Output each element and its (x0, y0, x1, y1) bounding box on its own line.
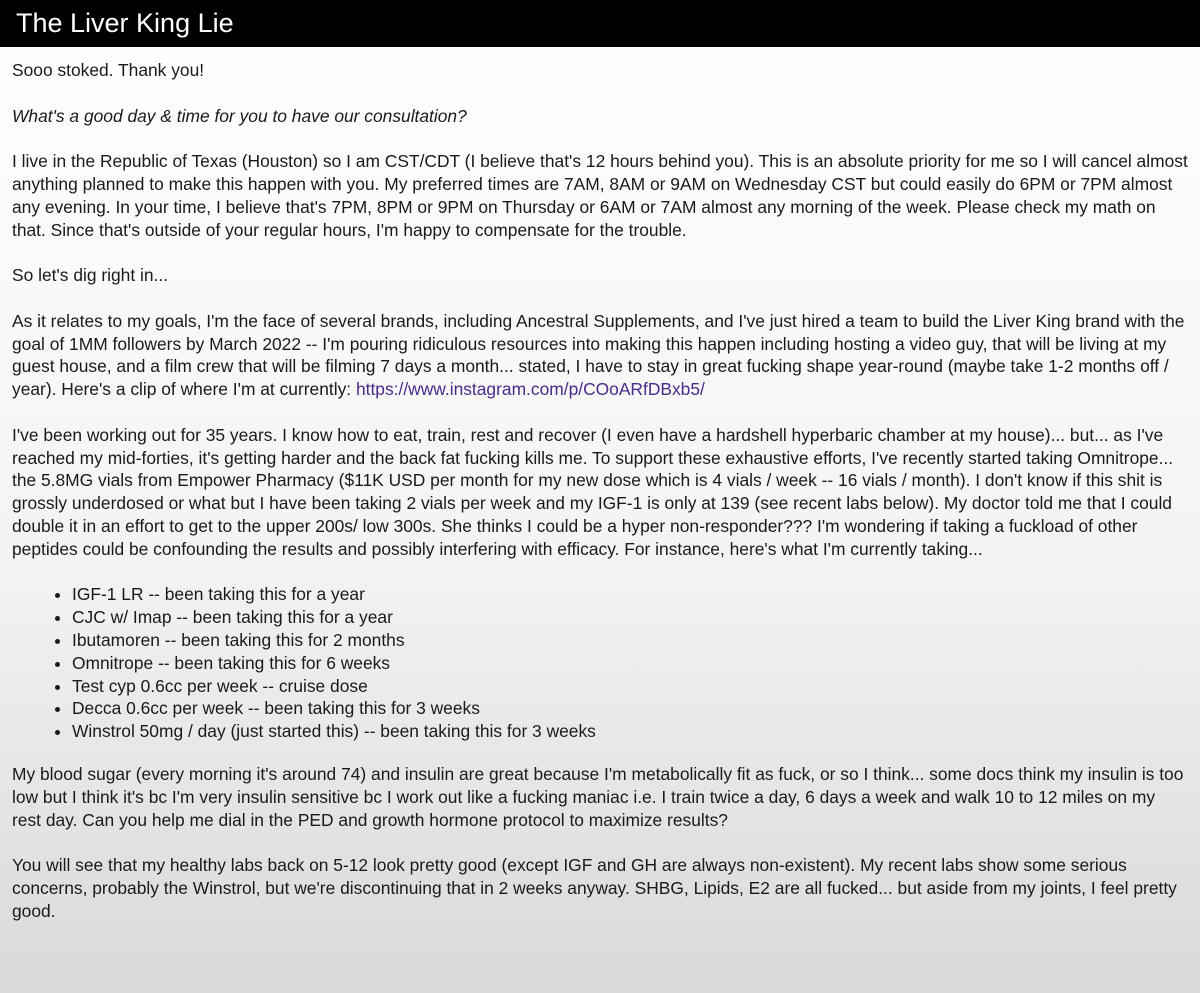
medication-item: • IGF-1 LR -- been taking this for a year (72, 583, 1188, 606)
consultation-question: What's a good day & time for you to have our consultation? (12, 105, 467, 126)
email-body (0, 47, 1200, 922)
title-bar (0, 0, 1200, 47)
medication-item: • Test cyp 0.6cc per week -- cruise dose (72, 675, 1188, 698)
goals-text: As it relates to my goals, I'm the face of several brands, including Ancestral Supplements, and I've just hired a team to build the Liver King brand with the goal of 1MM followers by March 2022 -- I'm pouring ridiculous resources into making this happen including hosting a video guy, that will be living at my guest house, and a film crew that will be filming 7 days a month... stated, I have to stay in great fucking shape year-round (maybe take 1-2 months off / year). Here's a clip of where I'm at currently: (12, 310, 1185, 400)
history-paragraph: I've been working out for 35 years. I know how to eat, train, rest and recover (I even have a hardshell hyperbaric chamber at my house)... but... as I've reached my mid-forties, it's getting harder and the back fat fucking kills me. To support these exhaustive efforts, I've recently started taking Omnitrope... the 5.8MG vials from Empower Pharmacy ($11K USD per month for my new dose which is 4 vials / week -- 16 vials / month). I don't know if this shit is grossly underdosed or what but I have been taking 2 vials per week and my IGF-1 is only at 139 (see recent labs below). My doctor told me that I could double it in an effort to get to the upper 200s/ low 300s. She thinks I could be a hyper non-responder??? I'm wondering if taking a fuckload of other peptides could be confounding the results and possibly interfering with efficacy. For instance, here's what I'm currently taking... (12, 424, 1174, 559)
medication-item: • Ibutamoren -- been taking this for 2 months (72, 629, 1188, 652)
blood-sugar-paragraph: My blood sugar (every morning it's around 74) and insulin are great because I'm metabolically fit as fuck, or so I think... some docs think my insulin is too low but I think it's bc I'm very insulin sensitive bc I work out like a fucking maniac i.e. I train twice a day, 6 days a week and walk 10 to 12 miles on my rest day. Can you help me dial in the PED and growth hormone protocol to maximize results? (12, 763, 1184, 830)
medication-item: • Winstrol 50mg / day (just started this) -- been taking this for 3 weeks (72, 720, 1188, 743)
greeting-text: Sooo stoked. Thank you! (12, 60, 205, 80)
page-title: The Liver King Lie (16, 8, 234, 38)
instagram-link[interactable]: https://www.instagram.com/p/COoARfDBxb5/ (355, 379, 705, 400)
medication-item: • Omnitrope -- been taking this for 6 weeks (72, 652, 1188, 675)
dig-in-text: So let's dig right in... (12, 265, 169, 286)
medication-list (12, 583, 1188, 743)
labs-paragraph: You will see that my healthy labs back on 5-12 look pretty good (except IGF and GH are always non-existent). My recent labs show some serious concerns, probably the Winstrol, but we're discontinuing that in 2 weeks anyway. SHBG, Lipids, E2 are all fucked... but aside from my joints, I feel pretty good. (12, 855, 1177, 921)
schedule-paragraph: I live in the Republic of Texas (Houston) so I am CST/CDT (I believe that's 12 hours behind you). This is an absolute priority for me so I will cancel almost anything planned to make this happen with you. My preferred times are 7AM, 8AM or 9AM on Wednesday CST but could easily do 6PM or 7PM almost any evening. In your time, I believe that's 7PM, 8PM or 9PM on Thursday or 6AM or 7AM almost any morning of the week. Please check my math on that. Since that's outside of your regular hours, I'm happy to compensate for the trouble. (12, 151, 1188, 240)
goals-paragraph (12, 310, 1188, 401)
medication-item: • CJC w/ Imap -- been taking this for a year (72, 606, 1188, 629)
medication-item: • Decca 0.6cc per week -- been taking this for 3 weeks (72, 697, 1188, 720)
